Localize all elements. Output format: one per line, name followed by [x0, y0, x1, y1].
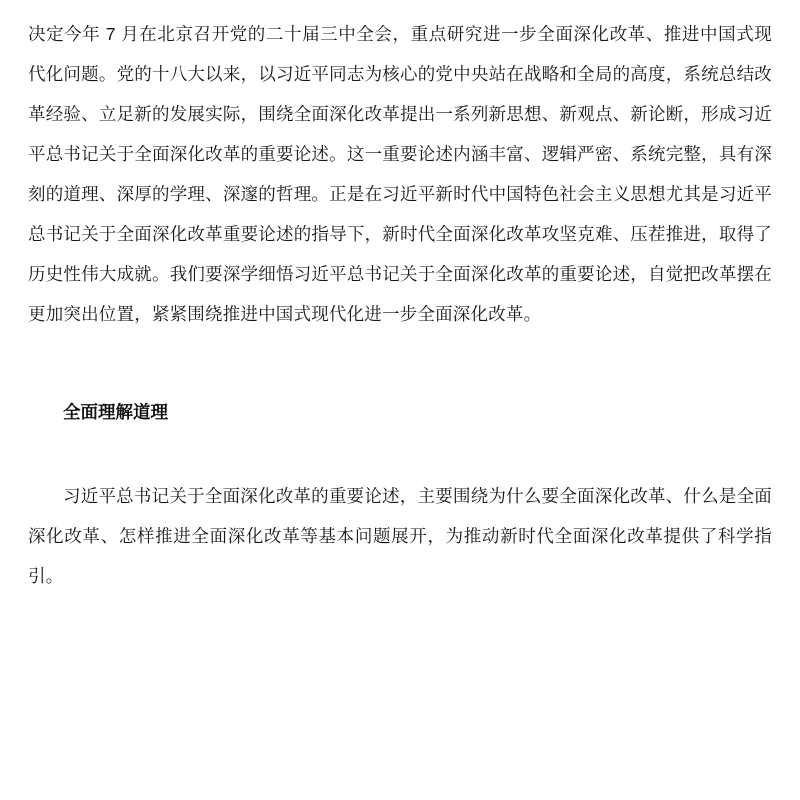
section-spacer-bottom: [28, 432, 772, 476]
paragraph-opening: 决定今年 7 月在北京召开党的二十届三中全会，重点研究进一步全面深化改革、推进中国式现代化问题。党的十八大以来，以习近平同志为核心的党中央站在战略和全局的高度，系统总结改革经验、立足新的发展实际，围绕全面深化改革提出一系列新思想、新观点、新论断，形成习近平总书记关于全面深化改革的重要论述。这一重要论述内涵丰富、逻辑严密、系统完整，具有深刻的道理、深厚的学理、深邃的哲理。正是在习近平新时代中国特色社会主义思想尤其是习近平总书记关于全面深化改革重要论述的指导下，新时代全面深化改革攻坚克难、压茬推进，取得了历史性伟大成就。我们要深学细悟习近平总书记关于全面深化改革的重要论述，自觉把改革摆在更加突出位置，紧紧围绕推进中国式现代化进一步全面深化改革。: [28, 24, 772, 324]
paragraph-section-first: 习近平总书记关于全面深化改革的重要论述，主要围绕为什么要全面深化改革、什么是全面深化改革、怎样推进全面深化改革等基本问题展开，为推动新时代全面深化改革提供了科学指引。: [28, 486, 772, 586]
section-spacer-top: [28, 334, 772, 392]
section-heading: 全面理解道理: [63, 402, 168, 422]
